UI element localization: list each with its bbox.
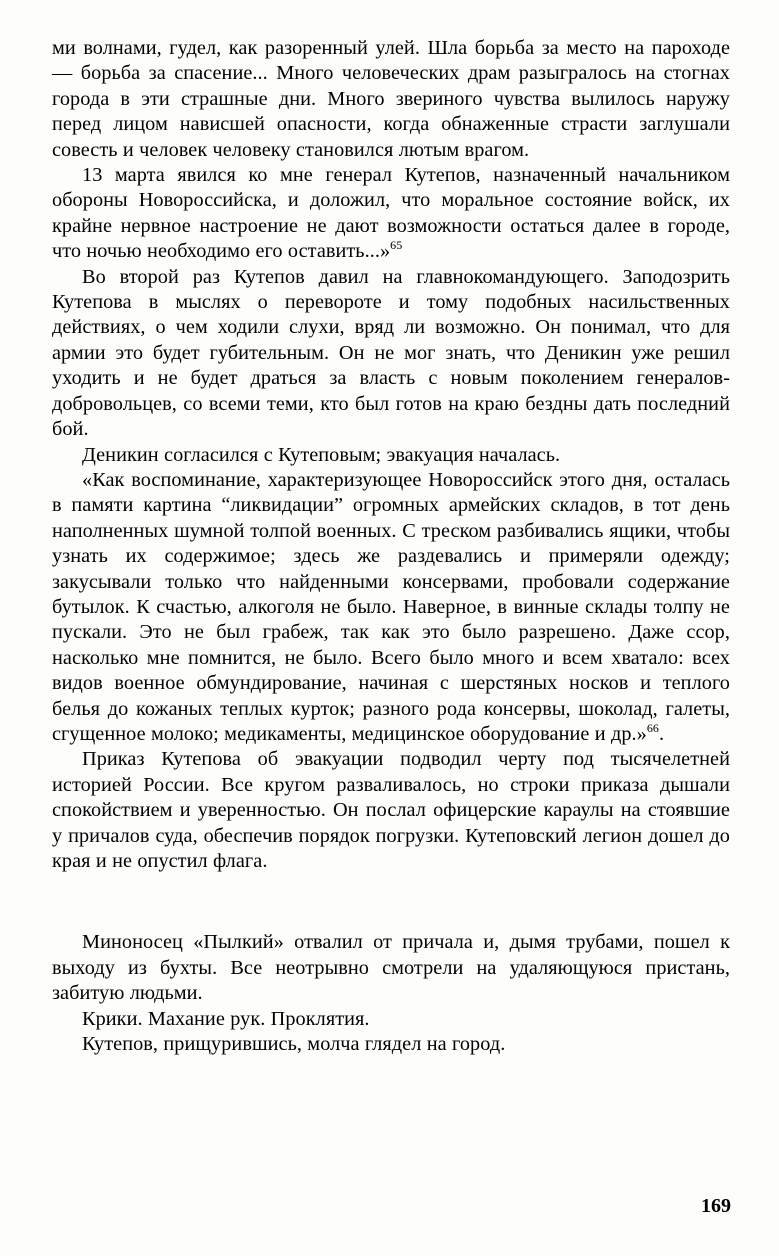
paragraph-quote-warehouses: [52, 468, 730, 747]
section-break: [52, 874, 730, 930]
paragraph-text: «Как воспоминание, характеризующее Новороссийск этого дня, осталась в памяти картина “ликвидации” огромных армейских складов, в тот день наполненных шумной толпой военных. С треском разбивались ящики, чтобы узнать их содержимое; здесь же раздевались и примеряли одежду; закусывали только что найденными консервами, пробовали содержание бутылок. К счастью, алкоголя не было. Наверное, в винные склады толпу не пускали. Это не был грабеж, так как это было разрешено. Даже ссор, насколько мне помнится, не было. Всего было много и всем хватало: всех видов военное обмундирование, начиная с шерстяных носков и теплого белья до кожаных теплых курток; разного рода консервы, шоколад, галеты, сгущенное молоко; медикаменты, медицинское оборудование и др.»: [52, 468, 730, 745]
footnote-marker-65: 65: [390, 238, 403, 253]
paragraph-destroyer-pylky: Миноносец «Пылкий» отвалил от причала и, дымя трубами, пошел к выходу из бухты. Все неотрывно смотрели на удаляющуюся пристань, забитую людьми.: [52, 931, 730, 1005]
paragraph-shouts: Крики. Махание рук. Проклятия.: [82, 1007, 370, 1030]
footnote-marker-66: 66: [646, 721, 659, 736]
paragraph-tail: .: [658, 722, 665, 745]
paragraph-continuation: ми волнами, гудел, как разоренный улей. Шла борьба за место на пароходе — борьба за спасение... Много человеческих драм разыгралось на стогнах города в эти страшные дни. Много звериного чувства вылилось наружу перед лицом нависшей опасности, когда обнаженные страсти заглушали совесть и человек человеку становился лютым врагом.: [52, 37, 730, 161]
paragraph-text: 13 марта явился ко мне генерал Кутепов, назначенный начальником обороны Новороссийска, и доложил, что моральное состояние войск, их крайне нервное настроение не дают возможности остаться далее в городе, что ночью необходимо его оставить...»: [52, 164, 730, 263]
paragraph-evacuation-order: Приказ Кутепова об эвакуации подводил черту под тысячелетней историей России. Все кругом разваливалось, но строки приказа дышали спокойствием и уверенностью. Он послал офицерские караулы на стоявшие у причалов суда, обеспечив порядок погрузки. Кутеповский легион дошел до края и не опустил флага.: [52, 748, 730, 872]
paragraph-kutepov-pressure: Во второй раз Кутепов давил на главнокомандующего. Заподозрить Кутепова в мыслях о перевороте и тому подобных насильственных действиях, о чем ходили слухи, вряд ли возможно. Он понимал, что для армии это будет губительным. Он не мог знать, что Деникин уже решил уходить и не будет драться за власть с новым поколением генералов-добровольцев, со всеми теми, кто был готов на краю бездны дать последний бой.: [52, 265, 730, 441]
paragraph-denikin-agreed: Деникин согласился с Кутеповым; эвакуация началась.: [82, 443, 561, 466]
paragraph-kutepov-gazing: Кутепов, прищурившись, молча глядел на город.: [82, 1033, 506, 1056]
page-number: 169: [701, 1195, 731, 1217]
body-text-column: [52, 36, 730, 1057]
paragraph-quote-march-13: [52, 163, 730, 265]
